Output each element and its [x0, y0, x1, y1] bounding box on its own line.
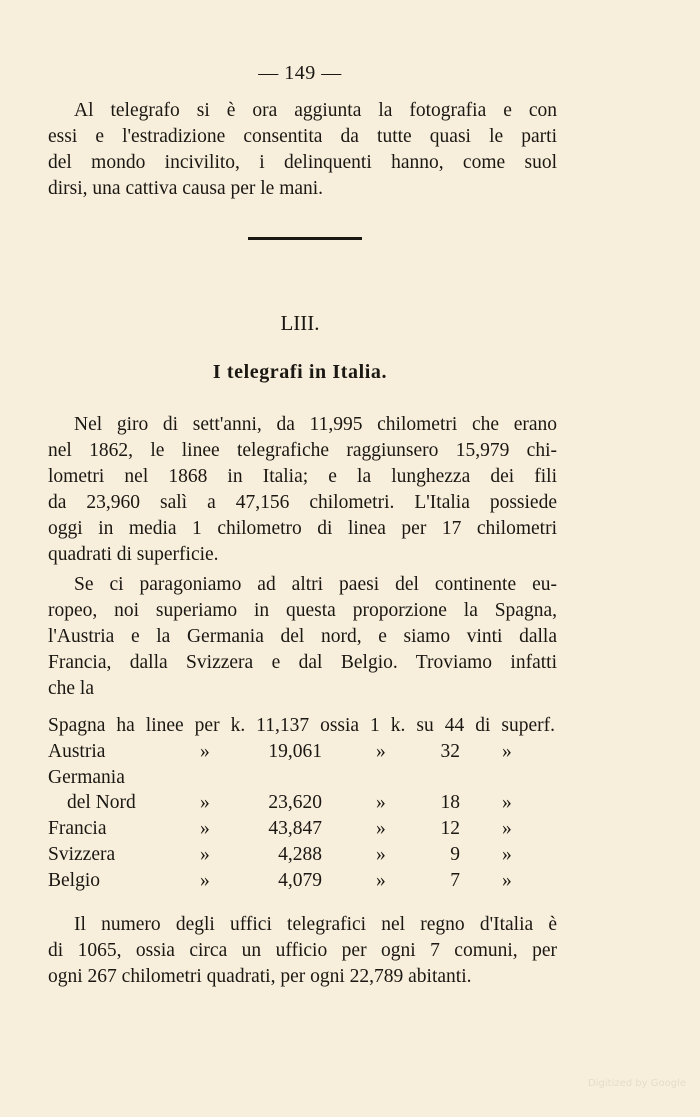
chapter-title: I telegrafi in Italia. — [212, 361, 388, 383]
line-length-value: 4,288 — [278, 843, 322, 865]
paragraph-telegraph-offices — [48, 912, 557, 990]
line-length-value: 4,079 — [278, 869, 322, 891]
country-name: Svizzera — [48, 843, 116, 865]
chapter-number: LIII. — [280, 311, 320, 335]
ditto-mark: » — [376, 792, 386, 814]
table-row — [48, 713, 560, 739]
ditto-mark: » — [376, 740, 386, 762]
text-line: Se ci paragoniamo ad altri paesi del continente eu- — [74, 574, 557, 595]
ditto-mark: » — [200, 869, 210, 891]
ditto-mark: » — [502, 869, 512, 891]
text-line: di 1065, ossia circa un ufficio per ogni 7 comuni, per — [48, 940, 557, 961]
paragraph-lines-growth — [48, 412, 557, 568]
line-length-value: 43,847 — [268, 818, 322, 840]
area-ratio-value: 12 — [440, 818, 460, 840]
text-line: lometri nel 1868 in Italia; e la lunghezza dei fili — [48, 466, 557, 487]
text-line: essi e l'estradizione consentita da tutte quasi le parti — [48, 126, 557, 147]
country-name: Belgio — [48, 869, 100, 891]
ditto-mark: » — [376, 869, 386, 891]
countries-table — [48, 713, 560, 894]
table-row — [48, 868, 560, 894]
text-line: oggi in media 1 chilometro di linea per 17 chilometri — [48, 518, 557, 539]
country-name-continued: del Nord — [67, 792, 136, 814]
table-header-line: Spagna ha linee per k. 11,137 ossia 1 k. su 44 di superf. — [48, 715, 555, 736]
text-line: ogni 267 chilometri quadrati, per ogni 22,789 abitanti. — [48, 966, 472, 987]
ditto-mark: » — [502, 818, 512, 840]
area-ratio-value: 7 — [450, 869, 460, 891]
text-line: quadrati di superficie. — [48, 544, 219, 565]
text-line: Al telegrafo si è ora aggiunta la fotografia e con — [74, 100, 557, 121]
table-row — [48, 816, 560, 842]
page-number: — 149 — — [258, 62, 342, 84]
text-line: dirsi, una cattiva causa per le mani. — [48, 178, 324, 199]
ditto-mark: » — [502, 843, 512, 865]
area-ratio-value: 9 — [450, 843, 460, 865]
line-length-value: 23,620 — [268, 792, 322, 814]
digitization-watermark: Digitized by Google — [588, 1078, 686, 1089]
text-line: Francia, dalla Svizzera e dal Belgio. Troviamo infatti — [48, 652, 557, 673]
ditto-mark: » — [200, 792, 210, 814]
ditto-mark: » — [376, 818, 386, 840]
area-ratio-value: 32 — [440, 740, 460, 762]
ditto-mark: » — [200, 843, 210, 865]
ditto-mark: » — [200, 740, 210, 762]
ditto-mark: » — [502, 740, 512, 762]
text-line: nel 1862, le linee telegrafiche raggiunsero 15,979 chi- — [48, 440, 557, 461]
paragraph-comparison — [48, 572, 557, 702]
line-length-value: 19,061 — [268, 740, 322, 762]
table-row — [48, 790, 560, 816]
table-row — [48, 739, 560, 765]
text-line: che la — [48, 678, 95, 699]
ditto-mark: » — [200, 818, 210, 840]
paragraph-telegraph-photography — [48, 98, 557, 202]
text-line: Il numero degli uffici telegrafici nel regno d'Italia è — [74, 914, 557, 935]
table-row — [48, 765, 560, 791]
text-line: Nel giro di sett'anni, da 11,995 chilometri che erano — [74, 414, 557, 435]
text-line: ropeo, noi superiamo in questa proporzione la Spagna, — [48, 600, 557, 621]
ditto-mark: » — [376, 843, 386, 865]
country-name: Austria — [48, 740, 106, 762]
section-divider — [248, 237, 362, 240]
country-name: Germania — [48, 766, 125, 788]
country-name: Francia — [48, 818, 107, 840]
text-line: l'Austria e la Germania del nord, e siamo vinti dalla — [48, 626, 557, 647]
ditto-mark: » — [502, 792, 512, 814]
area-ratio-value: 18 — [440, 792, 460, 814]
text-line: del mondo incivilito, i delinquenti hanno, come suol — [48, 152, 557, 173]
text-line: da 23,960 salì a 47,156 chilometri. L'Italia possiede — [48, 492, 557, 513]
table-row — [48, 842, 560, 868]
